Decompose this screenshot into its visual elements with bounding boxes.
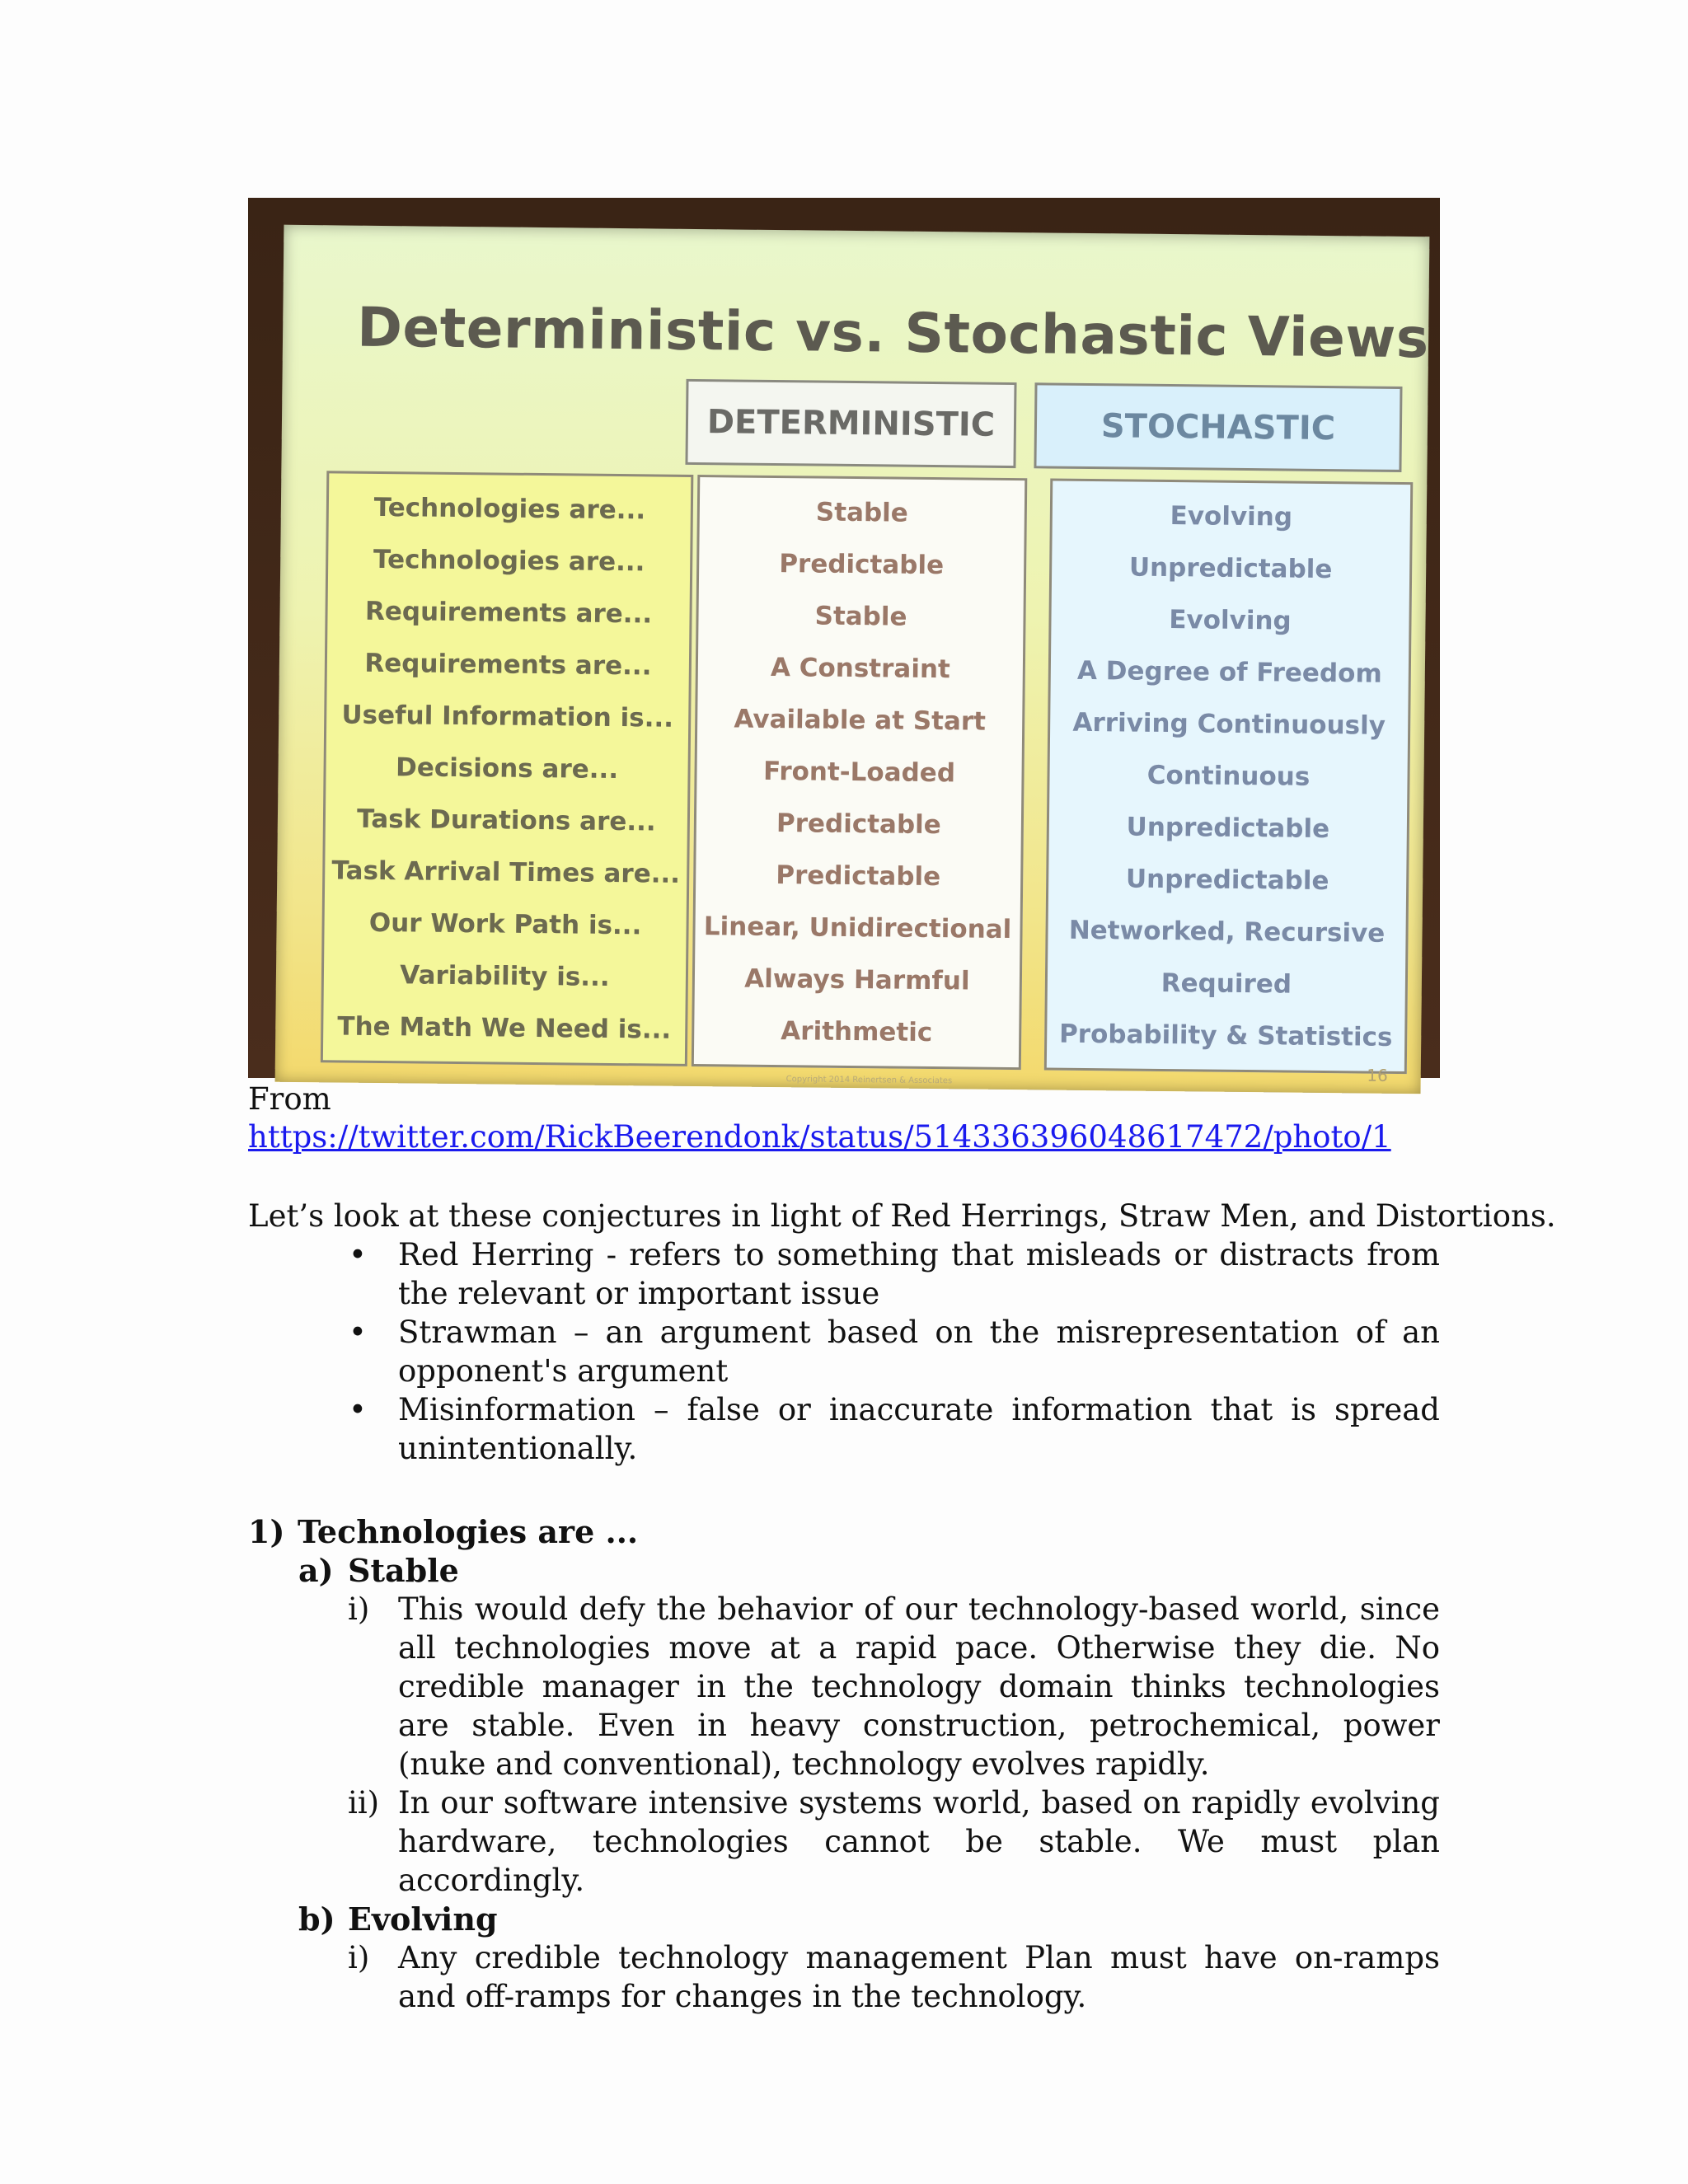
deterministic-cell: Arithmetic	[781, 1015, 933, 1047]
from-label: From	[248, 1081, 331, 1117]
row-label: Task Arrival Times are...	[331, 855, 681, 889]
deterministic-cell: Linear, Unidirectional	[703, 911, 1012, 944]
row-label: Task Durations are...	[356, 804, 656, 837]
subheading-stable: a) Stable	[298, 1552, 459, 1589]
intro-paragraph: Let’s look at these conjectures in light of Red Herrings, Straw Men, and Distortions.	[248, 1198, 1556, 1234]
stochastic-cell: Arriving Continuously	[1072, 707, 1386, 741]
stochastic-cell: Unpredictable	[1126, 812, 1330, 844]
definition-list	[342, 1235, 1440, 1468]
deterministic-cell: Always Harmful	[744, 963, 970, 996]
row-label: Decisions are...	[395, 752, 619, 785]
stochastic-column	[1044, 479, 1413, 1075]
deterministic-cell: Predictable	[776, 860, 941, 892]
slide	[275, 225, 1430, 1094]
row-label: Requirements are...	[364, 648, 652, 682]
stochastic-cell: Networked, Recursive	[1068, 915, 1386, 949]
row-label: Technologies are...	[373, 493, 646, 526]
list-item: • Red Herring - refers to something that misleads or distracts from the relevant or important issue	[349, 1237, 1440, 1311]
deterministic-header: DETERMINISTIC	[685, 379, 1016, 468]
stochastic-header: STOCHASTIC	[1034, 382, 1402, 472]
stochastic-cell: Continuous	[1146, 760, 1311, 792]
deterministic-column	[692, 475, 1027, 1070]
paragraph-stable-ii: ii) In our software intensive systems world, based on rapidly evolving hardware, technologies cannot be stable. We must plan accordingly.	[348, 1785, 1440, 1898]
stochastic-cell: Evolving	[1170, 501, 1293, 533]
slide-title: Deterministic vs. Stochastic Views	[356, 295, 1430, 371]
slide-copyright: Copyright 2014 Reinertsen & Associates	[785, 1075, 953, 1086]
heading-technologies: 1) Technologies are ...	[248, 1513, 639, 1550]
deterministic-cell: Available at Start	[734, 704, 987, 737]
row-labels-column	[321, 471, 693, 1066]
stochastic-cell: Probability & Statistics	[1058, 1019, 1393, 1052]
bullet-icon: •	[349, 1392, 367, 1427]
row-label: Technologies are...	[373, 545, 645, 578]
deterministic-cell: Predictable	[779, 549, 945, 581]
stochastic-cell: A Degree of Freedom	[1076, 656, 1382, 689]
deterministic-cell: A Constraint	[770, 653, 951, 685]
deterministic-cell: Front-Loaded	[762, 756, 956, 789]
stochastic-cell: Unpredictable	[1125, 864, 1329, 896]
row-label: Useful Information is...	[341, 700, 674, 733]
stochastic-cell: Evolving	[1169, 605, 1292, 636]
row-label: Variability is...	[400, 959, 610, 992]
bullet-icon: •	[349, 1315, 367, 1350]
list-item: • Misinformation – false or inaccurate information that is spread unintentionally.	[349, 1392, 1440, 1466]
paragraph-evolving-i: i) Any credible technology management Plan must have on-ramps and off-ramps for changes in the technology.	[348, 1940, 1440, 2014]
deterministic-cell: Predictable	[776, 808, 941, 841]
subheading-evolving: b) Evolving	[298, 1900, 498, 1938]
stochastic-cell: Unpredictable	[1128, 552, 1333, 585]
list-item: • Strawman – an argument based on the misrepresentation of an opponent's argument	[349, 1315, 1440, 1389]
outline	[248, 1512, 1440, 2016]
bullet-icon: •	[349, 1237, 367, 1272]
row-label: Our Work Path is...	[368, 907, 642, 941]
row-label: Requirements are...	[364, 597, 653, 630]
deterministic-cell: Stable	[815, 497, 908, 529]
slide-photo	[248, 198, 1440, 1086]
row-label: The Math We Need is...	[337, 1011, 672, 1045]
source-link[interactable]: https://twitter.com/RickBeerendonk/status/514336396048617472/photo/1	[248, 1119, 1391, 1155]
deterministic-cell: Stable	[814, 601, 907, 632]
stochastic-cell: Required	[1160, 968, 1292, 1000]
slide-page-number: 16	[1367, 1065, 1388, 1085]
paragraph-stable-i: i) This would defy the behavior of our technology-based world, since all technologies move at a rapid pace. Otherwise they die. No credible manager in the technology domain thinks technologies are stable. Even in heavy construction, petrochemical, power (nuke and conventional), technology evolves rapidly.	[348, 1591, 1440, 1782]
